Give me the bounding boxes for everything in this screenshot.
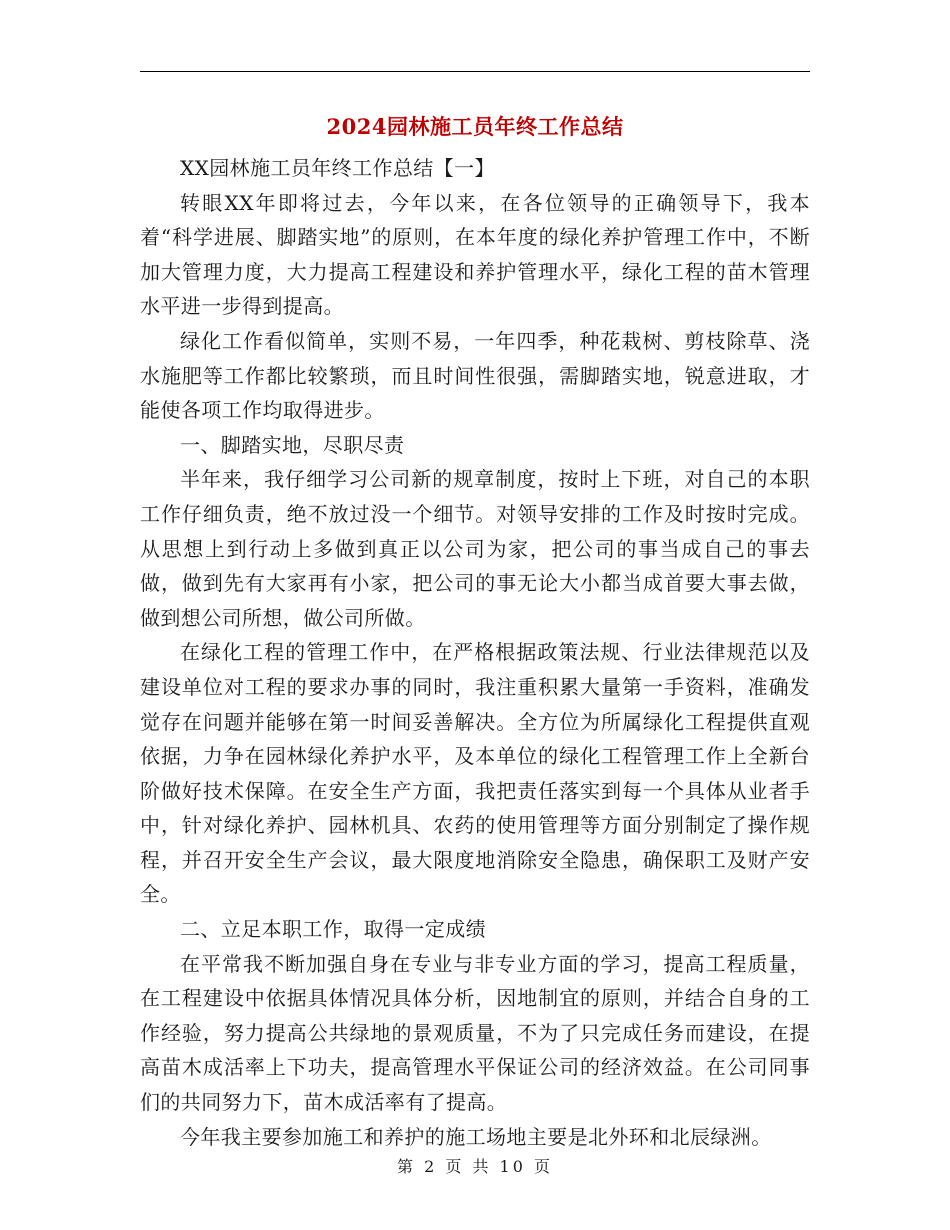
page-number-footer: 第 2 页 共 10 页 bbox=[397, 1157, 553, 1176]
body-paragraph: 在绿化工程的管理工作中，在严格根据政策法规、行业法律规范以及建设单位对工程的要求办事的同时，我注重积累大量第一手资料，准确发觉存在问题并能够在第一时间妥善解决。全方位为所属绿化工程提供直观依据，力争在园林绿化养护水平，及本单位的绿化工程管理工作上全新台阶做好技术保障。在安全生产方面，我把责任落实到每一个具体从业者手中，针对绿化养护、园林机具、农药的使用管理等方面分别制定了操作规程，并召开安全生产会议，最大限度地消除安全隐患，确保职工及财产安全。 bbox=[140, 640, 810, 907]
document-title: 2024园林施工员年终工作总结 bbox=[326, 114, 624, 139]
header-rule bbox=[140, 71, 810, 72]
subheading-two: 二、立足本职工作，取得一定成绩 bbox=[180, 917, 486, 942]
body-paragraph: 半年来，我仔细学习公司新的规章制度，按时上下班，对自己的本职工作仔细负责，绝不放过没一个细节。对领导安排的工作及时按时完成。从思想上到行动上多做到真正以公司为家，把公司的事当成自己的事去做，做到先有大家再有小家，把公司的事无论大小都当成首要大事去做，做到想公司所想，做公司所做。 bbox=[140, 467, 810, 630]
intro-paragraph: 转眼XX年即将过去，今年以来，在各位领导的正确领导下，我本着“科学进展、脚踏实地”的原则，在本年度的绿化养护管理工作中，不断加大管理力度，大力提高工程建设和养护管理水平，绿化工程的苗木管理水平进一步得到提高。 bbox=[140, 190, 810, 319]
body-paragraph: 今年我主要参加施工和养护的施工场地主要是北外环和北辰绿洲。 bbox=[180, 1124, 772, 1149]
section-heading-one: XX园林施工员年终工作总结【一】 bbox=[180, 156, 495, 180]
body-paragraph: 绿化工作看似简单，实则不易，一年四季，种花栽树、剪枝除草、浇水施肥等工作都比较繁琐，而且时间性很强，需脚踏实地，锐意进取，才能使各项工作均取得进步。 bbox=[140, 328, 810, 423]
body-paragraph: 在平常我不断加强自身在专业与非专业方面的学习，提高工程质量，在工程建设中依据具体情况具体分析，因地制宜的原则，并结合自身的工作经验，努力提高公共绿地的景观质量，不为了只完成任务而建设，在提高苗木成活率上下功夫，提高管理水平保证公司的经济效益。在公司同事们的共同努力下，苗木成活率有了提高。 bbox=[140, 951, 810, 1115]
document-body bbox=[140, 151, 810, 1154]
subheading-one: 一、脚踏实地，尽职尽责 bbox=[180, 432, 405, 457]
